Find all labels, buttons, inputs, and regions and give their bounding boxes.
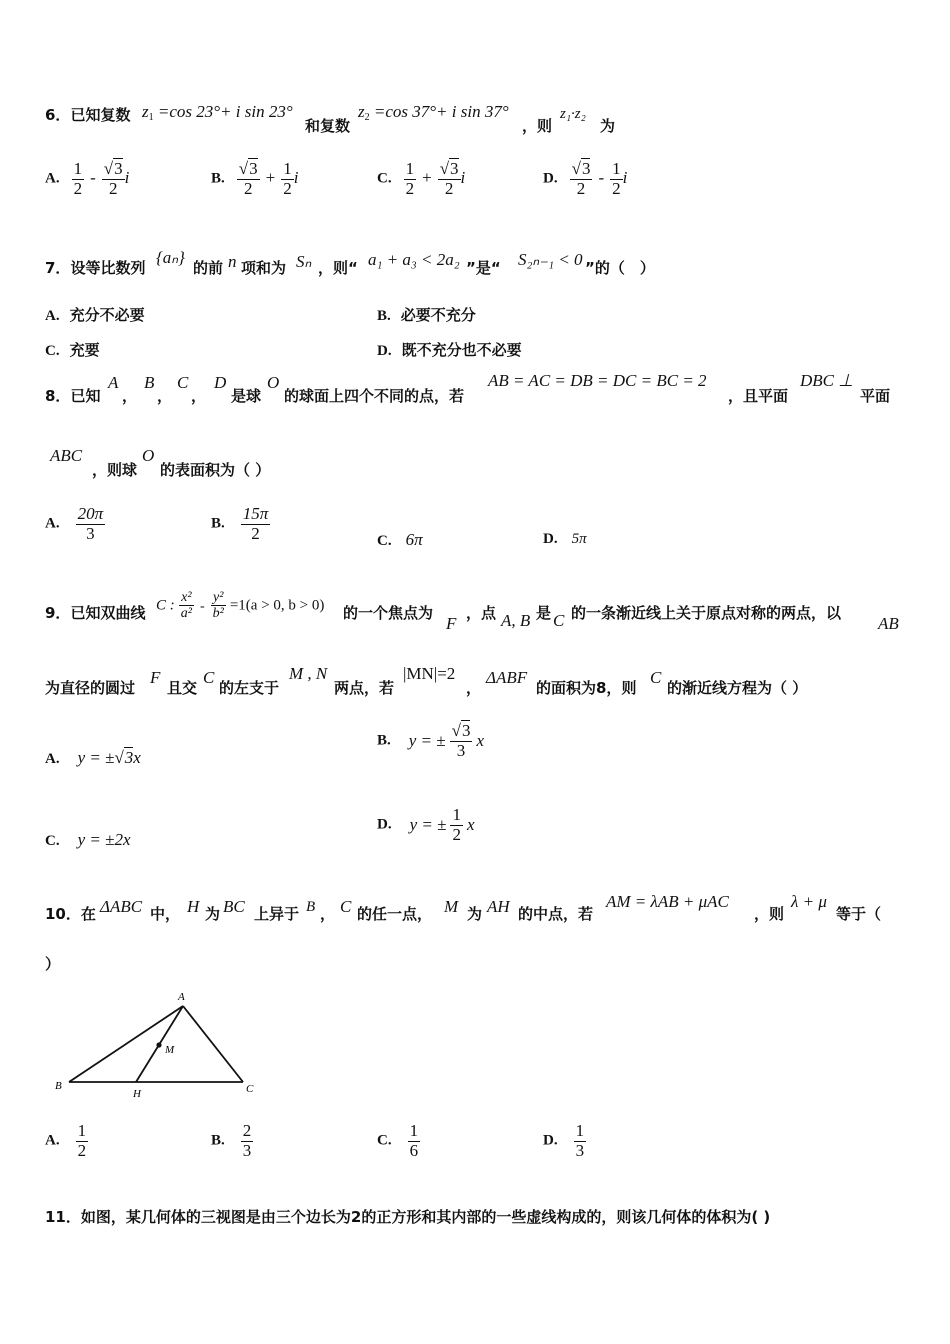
hyperbola-equation: C : $\frac{\text{x²}}{\text{a²}}$ - $\frac{\text{y²}}{\text{b²}}$ =1(a > 0, b > 0) <box>156 590 325 622</box>
point-m <box>156 1042 161 1047</box>
question-number: 10． <box>45 905 81 923</box>
option-d[interactable]: D. y = ± $\frac{1}{2}$ x <box>377 805 475 844</box>
question-11 <box>45 1206 770 1227</box>
question-10: 10．在 <box>45 905 96 923</box>
vector-equation: AM = λAB + μAC <box>606 892 729 911</box>
option-c[interactable]: C. $\frac{1}{2}$ + $\frac{√3}{2}$ i <box>377 159 466 198</box>
question-number: 6． <box>45 106 71 124</box>
option-d[interactable]: D. 既不充分也不必要 <box>377 341 522 359</box>
label-a: A <box>178 991 185 1003</box>
option-d[interactable]: D. 5π <box>543 531 587 547</box>
equality-expression: AB = AC = DB = DC = BC = 2 <box>488 371 707 390</box>
question-number: 7． <box>45 259 71 277</box>
option-c[interactable]: C. 充要 <box>45 341 100 359</box>
condition-1: a₁ + a₃ < 2a₂ <box>368 250 460 269</box>
question-7: 7．设等比数列 <box>45 259 146 277</box>
label-c: C <box>246 1083 254 1095</box>
option-b[interactable]: B. y = ± $\frac{√3}{3}$ x <box>377 721 485 760</box>
question-text: 和复数 <box>305 117 351 135</box>
option-a[interactable]: A. $\frac{20\pi}{3}$ <box>45 504 104 543</box>
label-h: H <box>133 1088 141 1100</box>
label-b: B <box>55 1080 62 1092</box>
question-text: 已知复数 <box>70 106 131 124</box>
question-text: 为 <box>600 117 616 135</box>
edge-ac <box>183 1006 243 1082</box>
condition-2: S₂ₙ₋₁ < 0 <box>518 250 583 269</box>
question-text: ，则 <box>522 117 553 135</box>
z1-expression: $z_1 =\cos$ 23°+ i sin 23° <box>142 102 293 123</box>
triangle-figure <box>50 985 265 1100</box>
option-c[interactable]: C. 6π <box>377 530 423 549</box>
z2-expression: $z_2 =\cos$ 37°+ i sin 37° <box>358 102 509 123</box>
option-a[interactable]: A. y = ±√3x <box>45 748 141 767</box>
sum-symbol: Sₙ <box>296 252 312 271</box>
product-expression: z₁·z₂ <box>560 106 586 122</box>
option-a[interactable]: A. 充分不必要 <box>45 306 145 324</box>
question-8: 8．已知 <box>45 387 101 405</box>
option-b[interactable]: B. $\frac{√3}{2}$ + $\frac{1}{2}$ i <box>211 159 299 198</box>
question-9: 9．已知双曲线 <box>45 604 146 622</box>
question-number: 8． <box>45 387 71 405</box>
label-m: M <box>165 1044 175 1056</box>
question-text: 如图，某几何体的三视图是由三个边长为2的正方形和其内部的一些虚线构成的，则该几何体的体积为( ) <box>80 1208 771 1226</box>
question-number: 11． <box>45 1208 81 1226</box>
sequence-symbol: {aₙ} <box>156 248 185 267</box>
option-a[interactable]: A. $\frac{1}{2}$ <box>45 1121 87 1160</box>
question-6 <box>45 104 130 144</box>
option-b[interactable]: B. $\frac{2}{3}$ <box>211 1121 252 1160</box>
option-b[interactable]: B. 必要不充分 <box>377 306 476 324</box>
option-d[interactable]: D. $\frac{1}{3}$ <box>543 1121 585 1160</box>
option-b[interactable]: B. $\frac{15\pi}{2}$ <box>211 504 269 543</box>
option-a[interactable]: A. $\frac{1}{2}$ - $\frac{√3}{2}$ i <box>45 159 130 198</box>
option-d[interactable]: D. $\frac{√3}{2}$ - $\frac{1}{2}$ i <box>543 159 628 198</box>
question-number: 9． <box>45 604 71 622</box>
option-c[interactable]: C. $\frac{1}{6}$ <box>377 1121 419 1160</box>
option-c[interactable]: C. y = ±2x <box>45 830 131 849</box>
